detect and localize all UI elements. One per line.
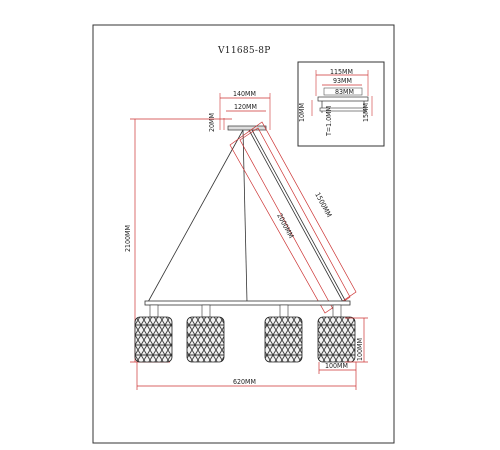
ceiling-canopy: [228, 126, 266, 130]
cable-length-outer-label: 1500MM: [313, 191, 333, 219]
canopy-height-label: 20MM: [208, 113, 216, 132]
inset-width-outer-label: 115MM: [330, 68, 353, 76]
shade-3: [265, 305, 302, 362]
inset-height-right-label: 15MM: [362, 103, 370, 122]
inset-thickness-label: T=1.0MM: [325, 105, 333, 136]
cable-length-dimensions: [230, 122, 356, 313]
inset-plate: [318, 97, 368, 101]
cable-length-inner-label: 2000MM: [275, 212, 295, 240]
horizontal-bar: [145, 301, 350, 305]
inset-height-left-label: 10MM: [298, 103, 306, 122]
canopy-outer-label: 140MM: [233, 90, 256, 98]
shade-4: [318, 305, 355, 362]
shade-width-label: 100MM: [325, 362, 348, 370]
shade-height-label: 100MM: [356, 338, 364, 361]
suspension-cables: [148, 130, 346, 302]
shade-1: [135, 305, 172, 362]
inset-width-inner-label: 83MM: [335, 88, 354, 96]
canopy-inner-label: 120MM: [234, 103, 257, 111]
inset-width-mid-label: 93MM: [333, 77, 352, 85]
total-height-label: 2100MM: [124, 225, 132, 252]
model-title: V11685-8P: [218, 46, 271, 56]
shade-2: [187, 305, 224, 362]
span-width-label: 620MM: [233, 378, 256, 386]
crystal-shades: [135, 305, 355, 362]
canopy-detail-inset: [298, 62, 384, 146]
